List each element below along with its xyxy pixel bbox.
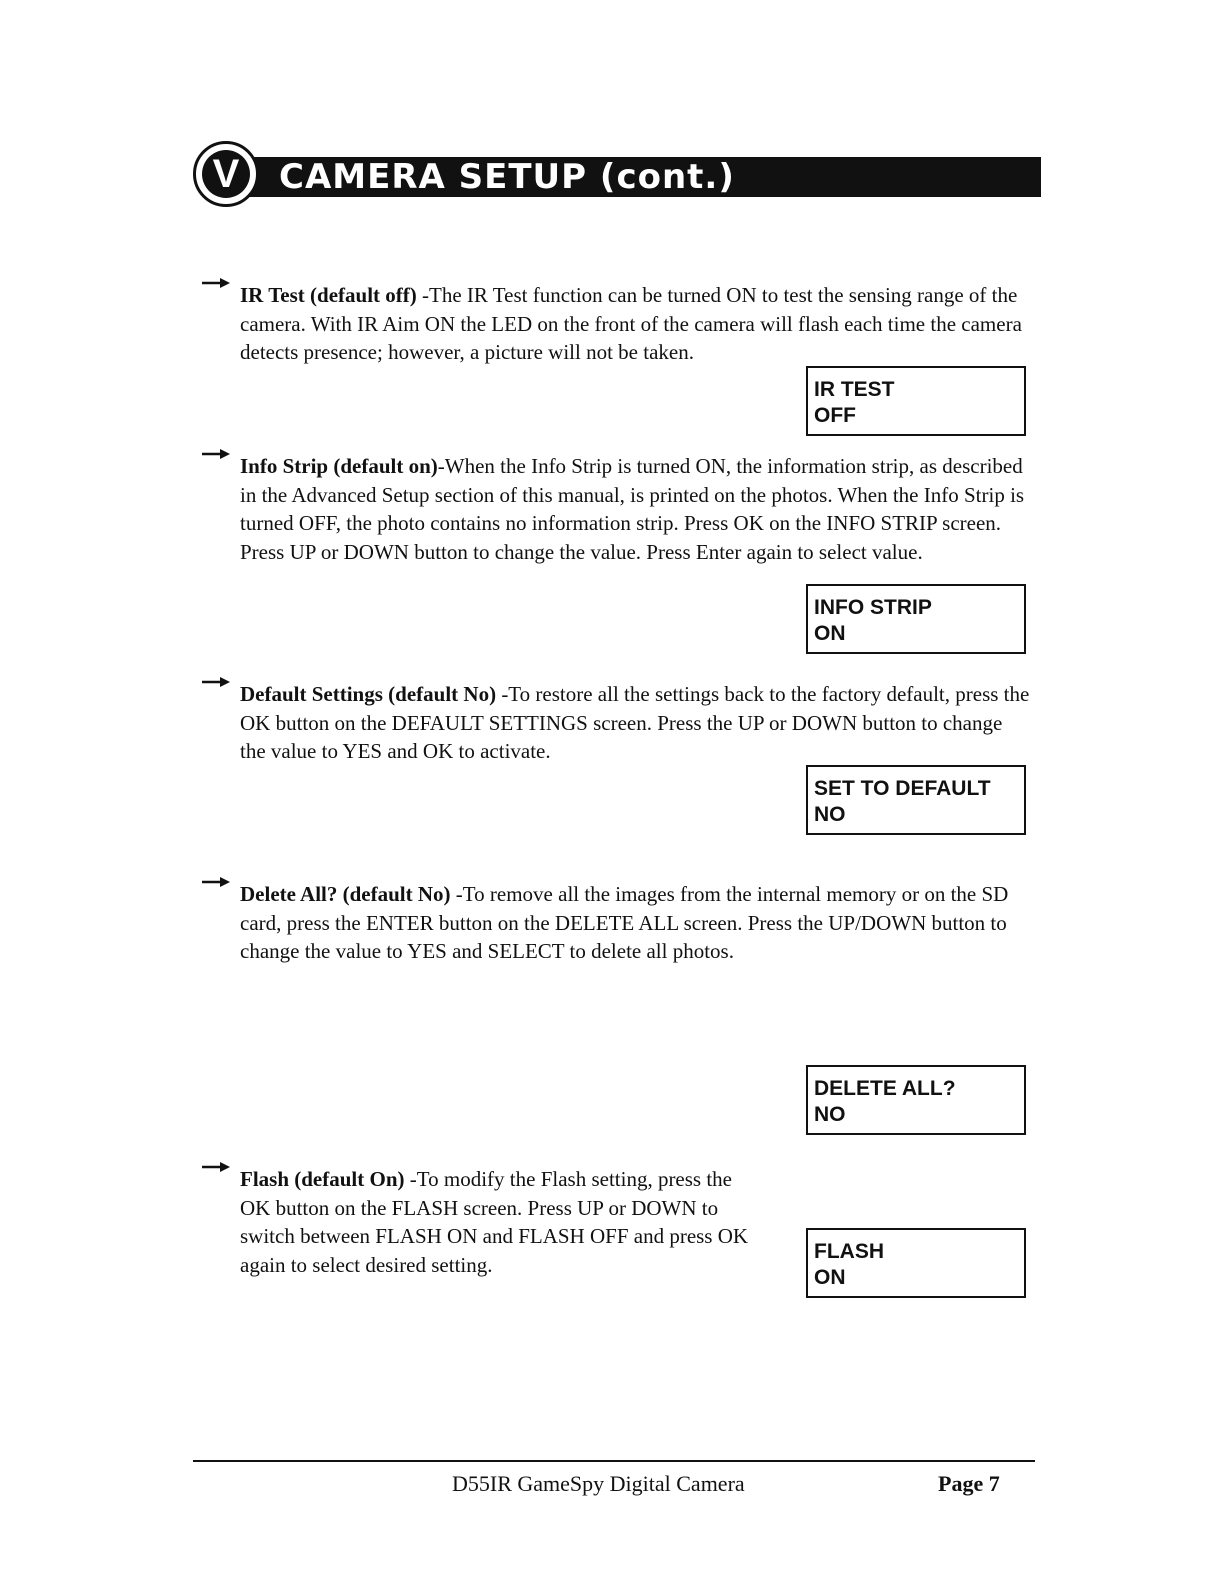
arrow-right-icon: [200, 1159, 232, 1175]
entry-title: Delete All? (default No): [240, 882, 451, 906]
entry-body: -To modify the Flash setting, press the OK button on the FLASH screen. Press UP or DOWN to switch between FLASH ON and FLASH OFF and press OK again to select desired setting.: [240, 1167, 749, 1277]
entry-body: -To remove all the images from the internal memory or on the SD card, press the ENTER button on the DELETE ALL screen. Press the UP/DOWN button to change the value to YES and SELECT to delete all photos.: [240, 882, 1009, 963]
arrow-right-icon: [200, 446, 232, 462]
entry-default-settings: [200, 680, 1030, 766]
entry-ir-test: [200, 281, 1030, 367]
lcd-line-1: INFO STRIP: [814, 596, 932, 619]
lcd-line-2: ON: [814, 1266, 846, 1289]
arrow-right-icon: [200, 275, 232, 291]
entry-text: [240, 452, 1030, 566]
lcd-screen-flash: [806, 1228, 1026, 1298]
arrow-right-icon: [200, 674, 232, 690]
lcd-screen-default-settings: [806, 765, 1026, 835]
lcd-line-2: ON: [814, 622, 846, 645]
lcd-line-2: OFF: [814, 404, 856, 427]
entry-text: [240, 880, 1030, 966]
entry-body: -The IR Test function can be turned ON to test the sensing range of the camera. With IR Aim ON the LED on the front of the camera will flash each time the camera detects presence; however, a picture will not be taken.: [240, 283, 1022, 364]
lcd-line-2: NO: [814, 803, 846, 826]
entry-title: Flash (default On): [240, 1167, 405, 1191]
entry-text: [240, 281, 1030, 367]
lcd-screen-info-strip: [806, 584, 1026, 654]
lcd-line-1: FLASH: [814, 1240, 884, 1263]
entry-info-strip: [200, 452, 1030, 566]
entry-title: IR Test (default off): [240, 283, 417, 307]
section-title: CAMERA SETUP (cont.): [279, 157, 735, 197]
entry-title: Info Strip (default on): [240, 454, 438, 478]
arrow-right-icon: [200, 874, 232, 890]
entry-body: -To restore all the settings back to the factory default, press the OK button on the DEFAULT SETTINGS screen. Press the UP or DOWN button to change the value to YES and OK to activate.: [240, 682, 1030, 763]
entry-title: Default Settings (default No): [240, 682, 497, 706]
entry-text: [240, 1165, 760, 1279]
entry-delete-all: [200, 880, 1030, 966]
lcd-line-1: DELETE ALL?: [814, 1077, 956, 1100]
lcd-screen-delete-all: [806, 1065, 1026, 1135]
footer-rule: [193, 1460, 1035, 1462]
lcd-screen-ir-test: [806, 366, 1026, 436]
lcd-line-2: NO: [814, 1103, 846, 1126]
section-header: [193, 141, 1045, 213]
entry-body: -When the Info Strip is turned ON, the information strip, as described in the Advanced Setup section of this manual, is printed on the photos. When the Info Strip is turned OFF, the photo contains no information strip. Press OK on the INFO STRIP screen. Press UP or DOWN button to change the value. Press Enter again to select value.: [240, 454, 1025, 564]
lcd-line-1: IR TEST: [814, 378, 895, 401]
lcd-line-1: SET TO DEFAULT: [814, 777, 991, 800]
page-number: Page 7: [938, 1471, 1000, 1496]
entry-text: [240, 680, 1030, 766]
footer-title: D55IR GameSpy Digital Camera: [452, 1471, 745, 1496]
section-letter: V: [202, 150, 250, 198]
section-badge: [193, 141, 259, 207]
